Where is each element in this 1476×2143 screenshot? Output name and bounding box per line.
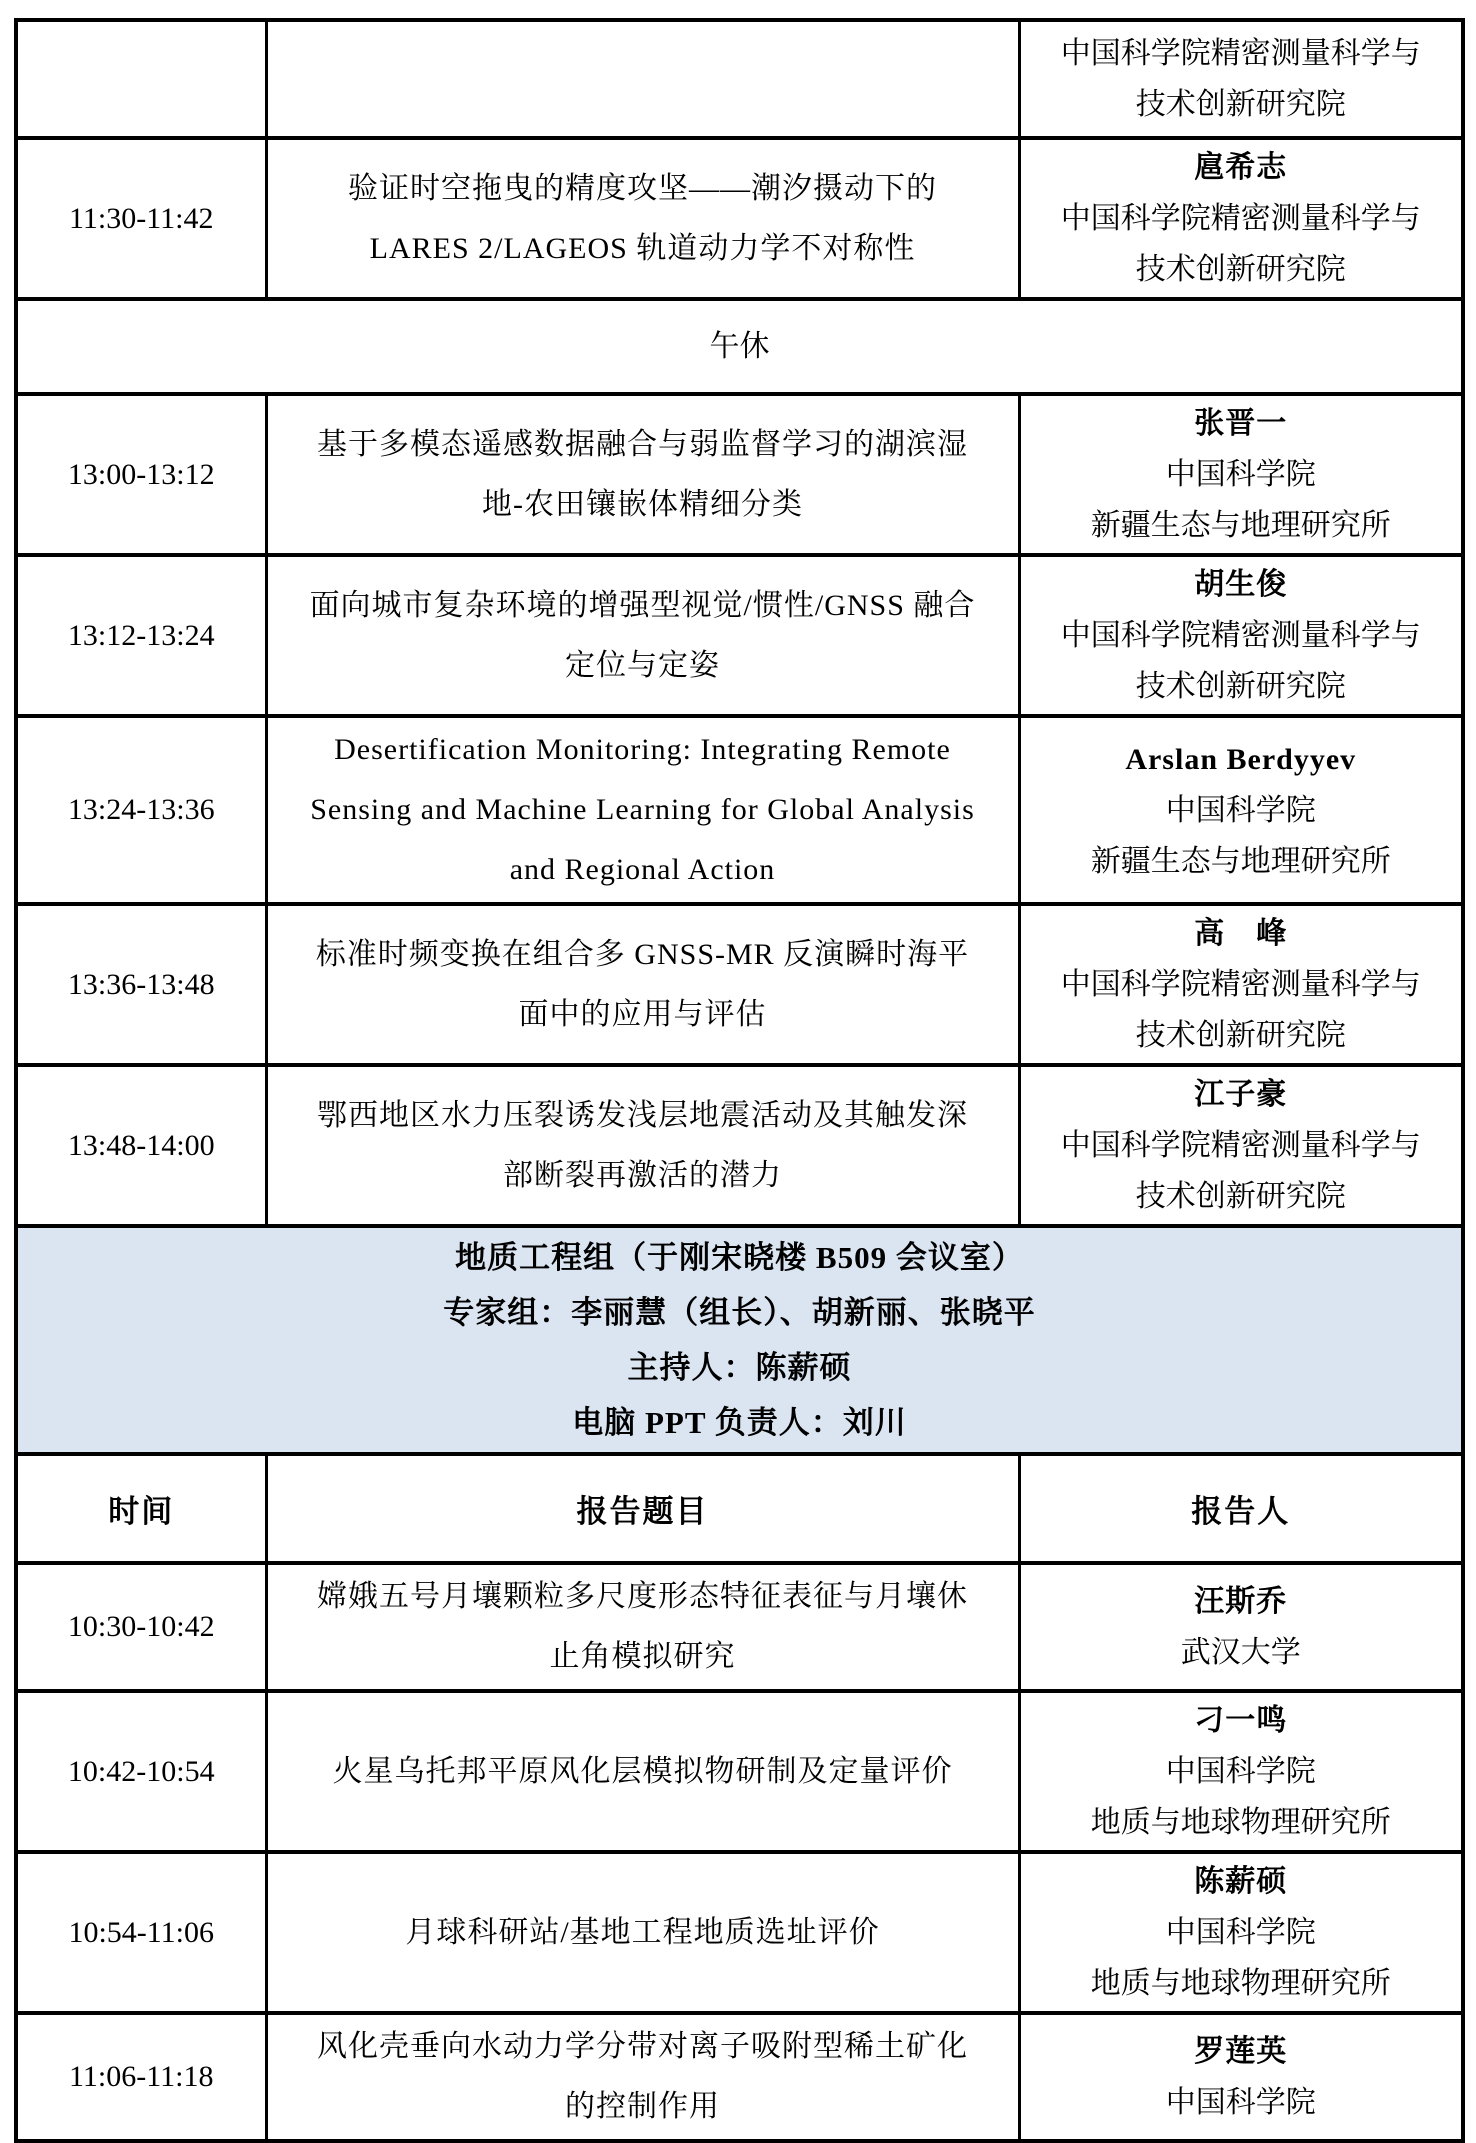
presenter-name: 江子豪 (1194, 1078, 1288, 1111)
presenter-affiliation-line: 中国科学院精密测量科学与 (1060, 968, 1421, 1001)
title-line: 风化壳垂向水动力学分带对离子吸附型稀土矿化 (317, 2030, 968, 2063)
title-cell (266, 138, 1019, 299)
presenter-affiliation-line: 中国科学院精密测量科学与 (1060, 1129, 1421, 1162)
presenter-name: 刁一鸣 (1194, 1704, 1288, 1737)
presenter-name: 汪斯乔 (1194, 1585, 1288, 1618)
table-row (16, 1563, 1463, 1691)
title-cell (266, 1563, 1019, 1691)
table-row-continuation (16, 20, 1463, 138)
time-cell: 11:06-11:18 (16, 2013, 266, 2141)
presenter-cell (1019, 1852, 1463, 2013)
presenter-affiliation-line: 武汉大学 (1180, 1636, 1301, 1669)
presenter-cell (1019, 20, 1463, 138)
presenter-affiliation-line: 新疆生态与地理研究所 (1090, 844, 1391, 878)
title-cell (266, 1852, 1019, 2013)
presenter-name: Arslan Berdyyev (1125, 742, 1357, 776)
table-row (16, 555, 1463, 716)
presenter-affiliation-line: 地质与地球物理研究所 (1090, 1967, 1391, 2000)
title-line: 止角模拟研究 (549, 1640, 736, 1673)
column-header-row (16, 1454, 1463, 1563)
title-line: and Regional Action (509, 853, 776, 886)
presenter-cell (1019, 2013, 1463, 2141)
title-cell (266, 1691, 1019, 1852)
title-cell (266, 1065, 1019, 1226)
time-cell: 13:36-13:48 (16, 904, 266, 1065)
presenter-cell (1019, 1065, 1463, 1226)
table-row (16, 2013, 1463, 2141)
table-row (16, 1065, 1463, 1226)
title-line: 标准时频变换在组合多 GNSS-MR 反演瞬时海平 (315, 937, 970, 971)
presenter-affiliation-line: 技术创新研究院 (1135, 1019, 1346, 1052)
title-cell (266, 555, 1019, 716)
table-row (16, 1691, 1463, 1852)
title-cell (266, 716, 1019, 904)
time-cell: 13:48-14:00 (16, 1065, 266, 1226)
table-row (16, 716, 1463, 904)
time-cell: 13:12-13:24 (16, 555, 266, 716)
time-cell: 10:30-10:42 (16, 1563, 266, 1691)
time-cell: 13:24-13:36 (16, 716, 266, 904)
title-line: 嫦娥五号月壤颗粒多尺度形态特征表征与月壤休 (317, 1580, 968, 1613)
lunch-break-label: 午休 (16, 299, 1463, 394)
presenter-name: 罗莲英 (1194, 2035, 1288, 2068)
time-cell (16, 20, 266, 138)
title-cell (266, 2013, 1019, 2141)
presenter-name: 张晋一 (1194, 407, 1288, 440)
presenter-name: 高 峰 (1194, 917, 1288, 950)
title-line: 面中的应用与评估 (518, 997, 767, 1031)
presenter-affiliation-line: 地质与地球物理研究所 (1090, 1806, 1391, 1839)
presenter-affiliation-line: 中国科学院精密测量科学与 (1060, 37, 1421, 70)
title-cell (266, 394, 1019, 555)
presenter-cell (1019, 555, 1463, 716)
title-line: 验证时空拖曳的精度攻坚——潮汐摄动下的 (348, 171, 937, 205)
presenter-affiliation-line: 中国科学院 (1165, 458, 1316, 491)
presenter-cell (1019, 716, 1463, 904)
title-cell (266, 904, 1019, 1065)
title-cell (266, 20, 1019, 138)
presenter-affiliation-line: 中国科学院 (1165, 1755, 1316, 1788)
presenter-affiliation-line: 中国科学院 (1165, 793, 1316, 827)
title-line: 基于多模态遥感数据融合与弱监督学习的湖滨湿 (317, 427, 968, 461)
presenter-cell (1019, 904, 1463, 1065)
session-expert-panel: 专家组：李丽慧（组长）、胡新丽、张晓平 (443, 1295, 1036, 1330)
time-cell: 10:54-11:06 (16, 1852, 266, 2013)
column-header-time: 时间 (16, 1454, 266, 1563)
presenter-affiliation-line: 技术创新研究院 (1135, 1180, 1346, 1213)
session-chair: 主持人：陈薪硕 (627, 1350, 852, 1385)
presenter-cell (1019, 394, 1463, 555)
time-cell: 13:00-13:12 (16, 394, 266, 555)
presenter-affiliation-line: 技术创新研究院 (1135, 253, 1346, 286)
session-ppt-manager: 电脑 PPT 负责人：刘川 (572, 1405, 907, 1440)
time-cell: 11:30-11:42 (16, 138, 266, 299)
column-header-title: 报告题目 (266, 1454, 1019, 1563)
schedule-table (14, 18, 1465, 2143)
table-row (16, 904, 1463, 1065)
presenter-affiliation-line: 中国科学院 (1165, 2086, 1316, 2119)
table-row (16, 138, 1463, 299)
presenter-affiliation-line: 中国科学院精密测量科学与 (1060, 619, 1421, 652)
presenter-affiliation-line: 中国科学院精密测量科学与 (1060, 202, 1421, 235)
title-line: 部断裂再激活的潜力 (503, 1158, 782, 1192)
presenter-name: 扈希志 (1194, 151, 1288, 184)
presenter-cell (1019, 1563, 1463, 1691)
column-header-presenter: 报告人 (1019, 1454, 1463, 1563)
presenter-cell (1019, 138, 1463, 299)
title-line: Desertification Monitoring: Integrating Remote (334, 733, 951, 766)
title-line: 火星乌托邦平原风化层模拟物研制及定量评价 (332, 1754, 953, 1788)
lunch-break-row (16, 299, 1463, 394)
title-line: Sensing and Machine Learning for Global Analysis (310, 793, 975, 826)
title-line: 月球科研站/基地工程地质选址评价 (405, 1915, 880, 1949)
presenter-affiliation-line: 新疆生态与地理研究所 (1090, 509, 1391, 542)
presenter-affiliation-line: 技术创新研究院 (1135, 88, 1346, 121)
title-line: LARES 2/LAGEOS 轨道动力学不对称性 (369, 231, 916, 265)
title-line: 面向城市复杂环境的增强型视觉/惯性/GNSS 融合 (309, 588, 976, 622)
title-line: 定位与定姿 (565, 648, 720, 682)
presenter-name: 胡生俊 (1194, 568, 1288, 601)
title-line: 地-农田镶嵌体精细分类 (482, 487, 803, 521)
table-row (16, 394, 1463, 555)
presenter-affiliation-line: 中国科学院 (1165, 1916, 1316, 1949)
table-row (16, 1852, 1463, 2013)
session-header-row (16, 1226, 1463, 1454)
title-line: 鄂西地区水力压裂诱发浅层地震活动及其触发深 (317, 1098, 968, 1132)
presenter-cell (1019, 1691, 1463, 1852)
session-group-title: 地质工程组（于刚宋晓楼 B509 会议室） (455, 1240, 1024, 1275)
title-line: 的控制作用 (565, 2090, 720, 2123)
presenter-name: 陈薪硕 (1194, 1865, 1288, 1898)
time-cell: 10:42-10:54 (16, 1691, 266, 1852)
presenter-affiliation-line: 技术创新研究院 (1135, 670, 1346, 703)
session-header-cell (16, 1226, 1463, 1454)
